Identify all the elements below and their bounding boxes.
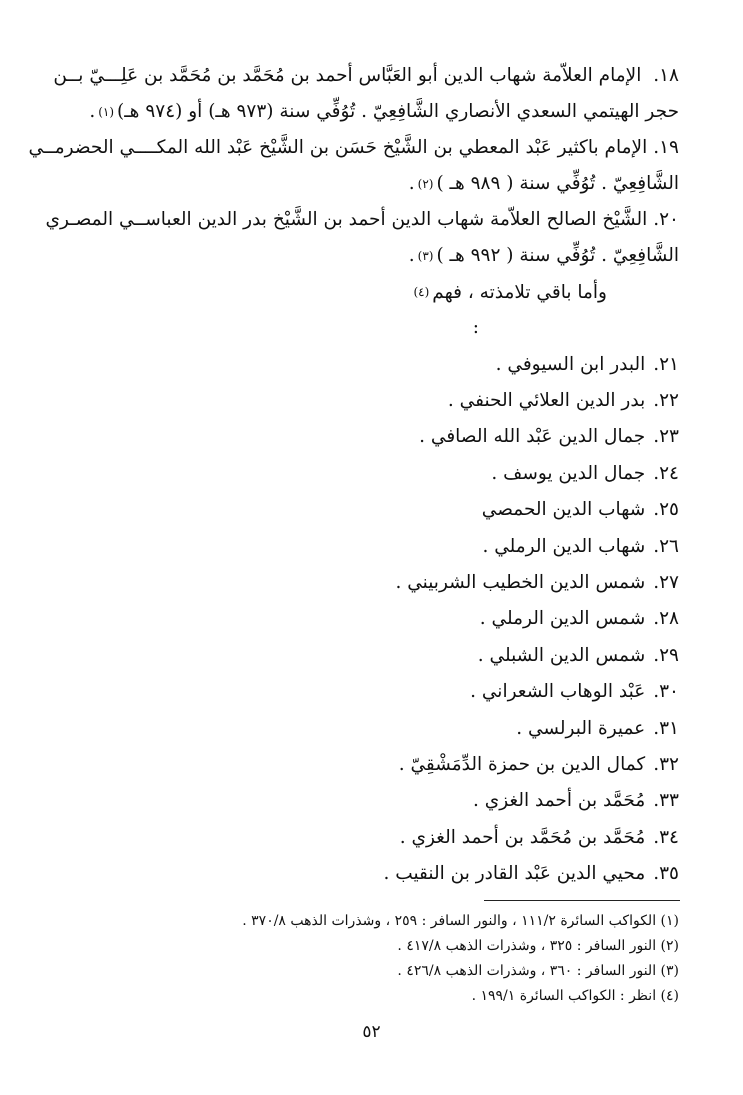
list-number: ٢٤. <box>653 462 679 484</box>
list-item: ٣٥. محيي الدين عَبْد القادر بن النقيب . <box>383 863 679 885</box>
main-text <box>28 58 679 892</box>
footnote-1: (١) الكواكب السائرة ١١١/٢ ، والنور السافر : ٢٥٩ ، وشذرات الذهب ٣٧٠/٨ . <box>242 912 679 929</box>
list-number: ٢٦. <box>653 535 679 557</box>
list-item: ٣٣. مُحَمَّد بن أحمد الغزي . <box>472 790 679 812</box>
list-number: ٣٠. <box>653 681 679 703</box>
footnote-4: (٤) انظر : الكواكب السائرة ١٩٩/١ . <box>471 987 679 1004</box>
entry-number: ١٨. <box>653 64 679 86</box>
list-number: ٣٤. <box>653 826 679 848</box>
entry-18-line-1 <box>53 58 679 94</box>
students-intro: وأما باقي تلامذته ، فهم (٤) <box>413 281 607 303</box>
list-item: ٢٨. شمس الدين الرملي . <box>479 608 679 630</box>
footnote-2: (٢) النور السافر : ٣٢٥ ، وشذرات الذهب ٤١٧/٨ . <box>397 937 679 954</box>
list-number: ٣٢. <box>653 753 679 775</box>
list-item: ٣٤. مُحَمَّد بن مُحَمَّد بن أحمد الغزي . <box>399 826 679 848</box>
list-item: ٢٤. جمال الدين يوسف . <box>491 462 679 484</box>
list-number: ٢٣. <box>653 426 679 448</box>
list-number: ٢٥. <box>653 499 679 521</box>
footnote-3: (٣) النور السافر : ٣٦٠ ، وشذرات الذهب ٤٢٦/٨ . <box>397 962 679 979</box>
list-number: ٢٨. <box>653 608 679 630</box>
list-item: ٣٠. عَبْد الوهاب الشعراني . <box>470 681 679 703</box>
page-number: ٥٢ <box>362 1022 381 1042</box>
list-number: ٢٩. <box>653 644 679 666</box>
footnote-divider <box>484 900 680 901</box>
list-item: ٢١. البدر ابن السيوفي . <box>495 353 679 375</box>
list-number: ٢٢. <box>653 390 679 412</box>
entry-19-line-1: ١٩. الإمام باكثير عَبْد المعطي بن الشَّيْخ حَسَن بن الشَّيْخ عَبْد الله المكــــي الحضرمــي <box>28 136 679 158</box>
footnote-marker: (٣) <box>417 248 434 263</box>
list-item: ٢٧. شمس الدين الخطيب الشربيني . <box>395 572 679 594</box>
list-item: ٢٣. جمال الدين عَبْد الله الصافي . <box>419 426 679 448</box>
list-number: ٢١. <box>653 353 679 375</box>
list-item: ٢٢. بدر الدين العلائي الحنفي . <box>447 390 679 412</box>
list-item: ٣١. عميرة البرلسي . <box>516 717 679 739</box>
entry-text: ١٨. الإمام العلاّمة شهاب الدين أبو العَبَّاس أحمد بن مُحَمَّد بن مُحَمَّد بن عَلِـــيّ بــن <box>53 64 679 86</box>
list-item: ٢٦. شهاب الدين الرملي . <box>482 535 679 557</box>
entry-19-line-2: الشَّافِعِيّ . تُوُفِّي سنة ( ٩٨٩ هـ ) (٢) . <box>408 172 679 194</box>
students-intro-colon: : <box>472 316 479 338</box>
list-number: ٣١. <box>653 717 679 739</box>
entry-20-line-2: الشَّافِعِيّ . تُوُفِّي سنة ( ٩٩٢ هـ ) (٣) . <box>408 244 679 266</box>
entry-number: ٢٠. <box>653 208 679 230</box>
footnotes <box>200 908 679 1008</box>
entry-18-line-2: حجر الهيتمي السعدي الأنصاري الشَّافِعِيّ . تُوُفِّي سنة (٩٧٣ هـ) أو (٩٧٤ هـ) (١) . <box>89 100 679 122</box>
footnote-marker: (٢) <box>417 176 434 191</box>
list-number: ٢٧. <box>653 572 679 594</box>
list-number: ٣٣. <box>653 790 679 812</box>
footnote-marker: (٤) <box>413 285 430 299</box>
footnote-marker: (١) <box>98 104 115 119</box>
list-item: ٣٢. كمال الدين بن حمزة الدِّمَشْقِيّ . <box>398 753 679 775</box>
list-item: ٢٩. شمس الدين الشبلي . <box>477 644 679 666</box>
list-item: ٢٥. شهاب الدين الحمصي <box>481 499 679 521</box>
entry-number: ١٩. <box>653 136 679 158</box>
entry-20-line-1: ٢٠. الشَّيْخ الصالح العلاّمة شهاب الدين أحمد بن الشَّيْخ بدر الدين العباســي المصـري <box>45 208 679 230</box>
list-number: ٣٥. <box>653 863 679 885</box>
